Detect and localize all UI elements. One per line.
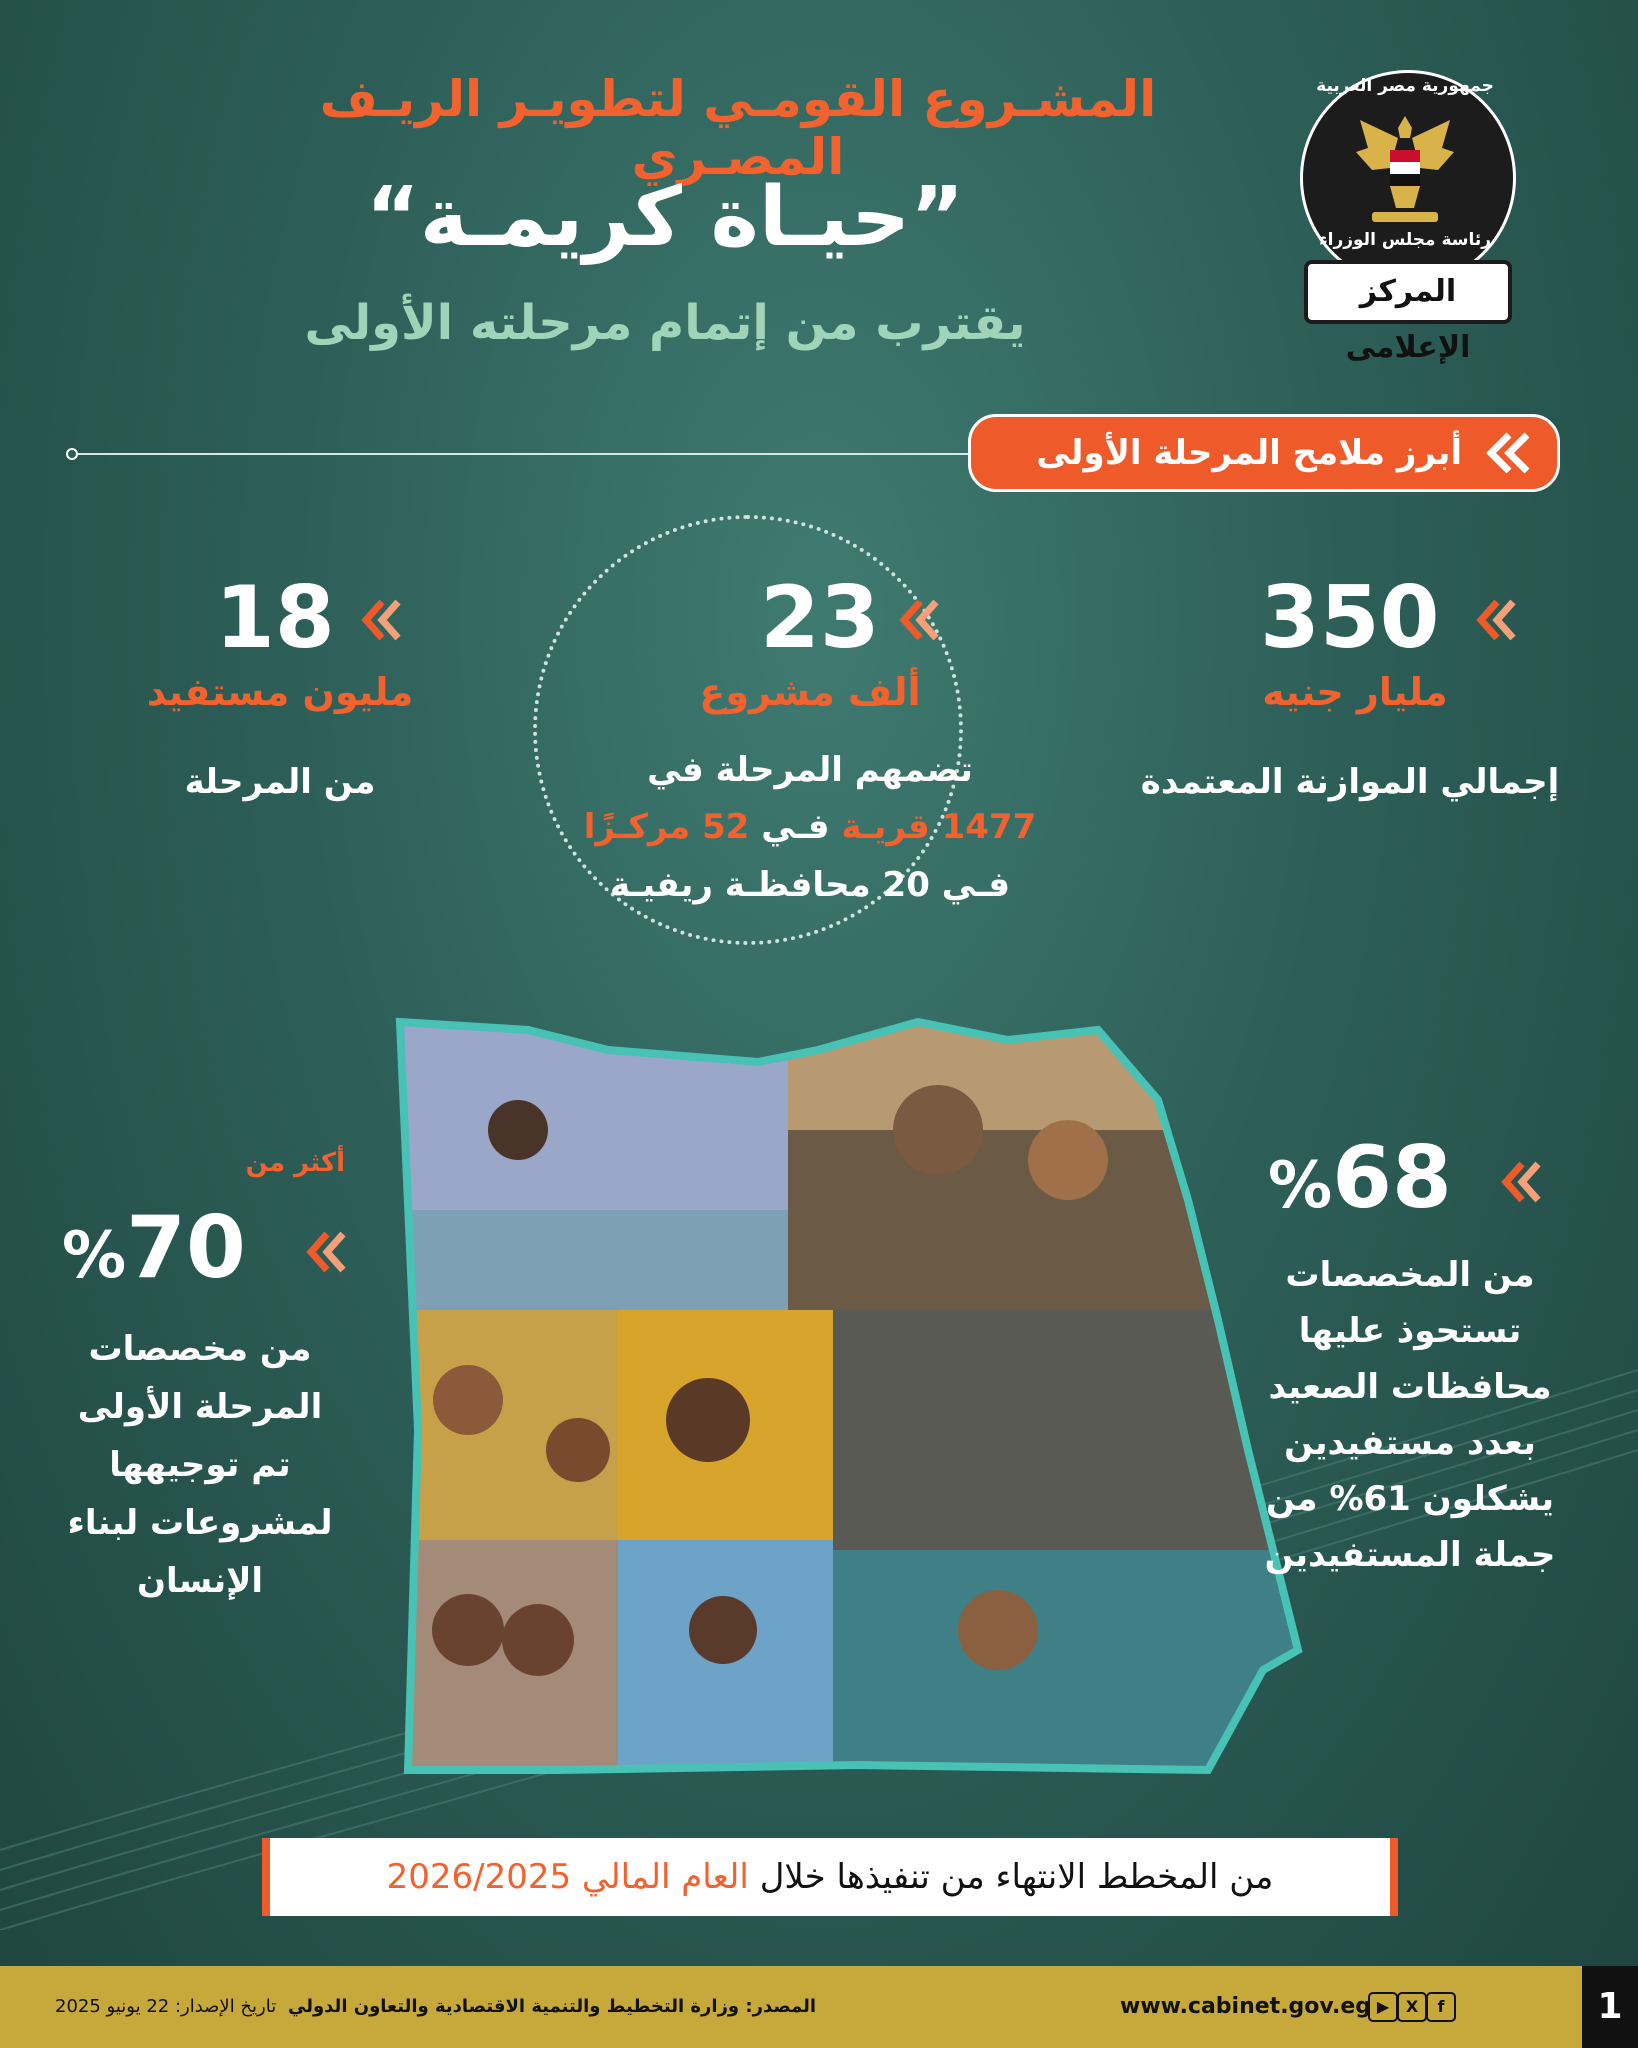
beneficiaries-number: 18 [215, 568, 335, 668]
logo-banner: المركز الإعلامى [1304, 260, 1512, 324]
chevron-left-icon [305, 1230, 349, 1274]
main-title: المشـروع القومـي لتطويـر الريـف المصـري [319, 70, 1157, 186]
note-text: من المخطط الانتهاء من تنفيذها خلال [759, 1857, 1274, 1897]
completion-note [262, 1838, 1398, 1916]
chevron-left-icon [1500, 1160, 1544, 1204]
chevron-left-icon [360, 598, 404, 642]
eagle-icon [1350, 108, 1460, 233]
chevron-left-icon [898, 598, 942, 642]
upper-egypt-desc-line: جملة المستفيدين [1264, 1535, 1556, 1575]
double-chevron-icon [1485, 431, 1535, 475]
human-dev-desc-line: المرحلة الأولى [77, 1387, 323, 1427]
projects-unit: ألف مشروع [699, 670, 921, 714]
human-dev-value: 70 [126, 1198, 246, 1298]
projects-desc-line3: فـي 20 محافظـة ريفيـة [609, 865, 1010, 905]
human-dev-desc [30, 1320, 370, 1610]
footer [0, 1966, 1638, 2048]
upper-egypt-percent-sign: % [1268, 1149, 1333, 1223]
facebook-icon[interactable]: f [1426, 1992, 1456, 2022]
section-title: أبرز ملامح المرحلة الأولى [1036, 433, 1462, 473]
villages-count: 1477 قريـة [841, 807, 1037, 847]
human-dev-percent-sign: % [62, 1219, 127, 1293]
upper-egypt-desc [1240, 1247, 1580, 1583]
egypt-map-collage [378, 1010, 1388, 1780]
source-text: المصدر: وزارة التخطيط والتنمية الاقتصادية والتعاون الدولي [288, 1996, 817, 2017]
human-dev-prefix: أكثر من [245, 1148, 345, 1178]
page-number: 1 [1582, 1966, 1638, 2048]
section-header [968, 414, 1560, 492]
human-dev-desc-line: تم توجيهها [109, 1445, 291, 1485]
upper-egypt-desc-line: تستحوذ عليها [1298, 1311, 1522, 1351]
note-highlight: العام المالي 2026/2025 [386, 1857, 749, 1897]
beneficiaries-desc: من المرحلة [184, 762, 376, 802]
budget-desc: إجمالي الموازنة المعتمدة [1140, 762, 1560, 802]
upper-egypt-number [1268, 1128, 1452, 1228]
projects-desc-line2 [540, 802, 1080, 853]
human-dev-number [62, 1198, 246, 1298]
divider-line [70, 453, 970, 455]
human-dev-desc-line: من مخصصات [88, 1329, 312, 1369]
budget-number: 350 [1260, 568, 1440, 668]
projects-number: 23 [760, 568, 880, 668]
x-icon[interactable]: X [1397, 1992, 1427, 2022]
website-link[interactable]: www.cabinet.gov.eg [1120, 1994, 1371, 2019]
upper-egypt-desc-line: من المخصصات [1285, 1255, 1535, 1295]
logo-country-text: جمهورية مصر العربية [1316, 76, 1494, 96]
initiative-name: ”حيـاة كريمـة“ [365, 170, 965, 265]
youtube-icon[interactable]: ▶ [1368, 1992, 1398, 2022]
logo-cabinet-text: رئاسة مجلس الوزراء [1318, 230, 1492, 250]
human-dev-desc-line: لمشروعات لبناء [67, 1503, 333, 1543]
projects-desc-line1: تضمهم المرحلة في [647, 750, 973, 790]
upper-egypt-desc-line: محافظات الصعيد [1268, 1367, 1552, 1407]
beneficiaries-unit: مليون مستفيد [146, 670, 414, 714]
upper-egypt-desc-line: يشكلون 61% من [1265, 1479, 1555, 1519]
release-date: تاريخ الإصدار: 22 يونيو 2025 [55, 1996, 277, 2017]
upper-egypt-desc-line: بعدد مستفيدين [1284, 1423, 1536, 1463]
cabinet-media-center-logo [1290, 70, 1520, 365]
chevron-left-icon [1475, 598, 1519, 642]
divider-dot [66, 448, 78, 460]
subtitle: يقترب من إتمام مرحلته الأولى [304, 295, 1026, 351]
upper-egypt-value: 68 [1332, 1128, 1452, 1228]
in-word: فـي [761, 807, 830, 847]
budget-unit: مليار جنيه [1262, 670, 1448, 714]
centers-count: 52 مركـزًا [583, 807, 750, 847]
human-dev-desc-line: الإنسان [136, 1561, 264, 1601]
